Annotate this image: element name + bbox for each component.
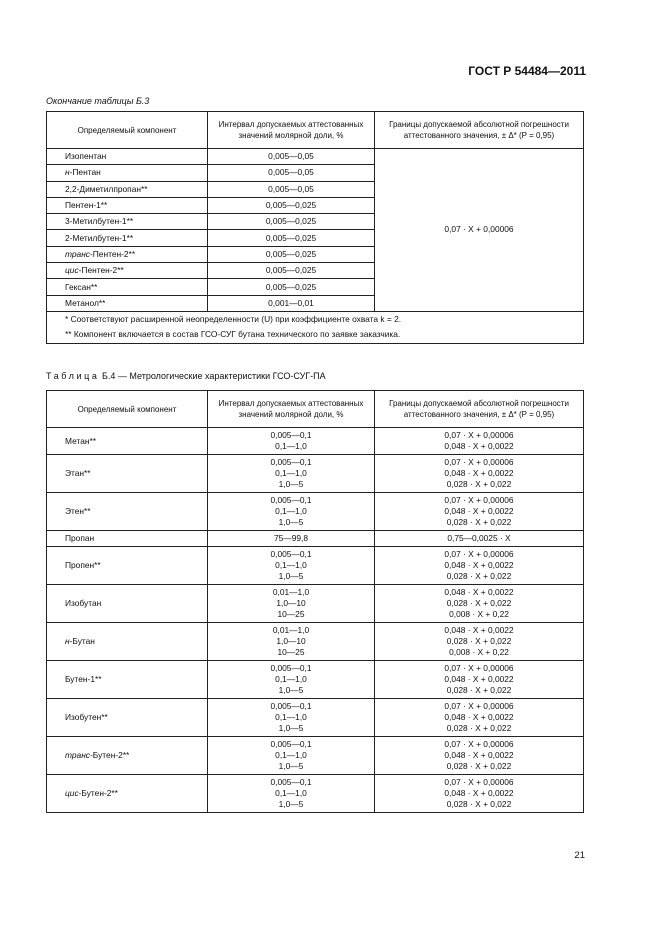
table-b4	[46, 390, 584, 813]
interval-value: 0,001—0,01	[208, 295, 375, 311]
table-row	[47, 493, 584, 531]
error-value: 0,07 · X + 0,00006	[444, 777, 514, 787]
standard-header: ГОСТ Р 54484—2011	[468, 64, 586, 78]
table2-header-component: Определяемый компонент	[47, 391, 208, 428]
component-label: Метанол**	[65, 297, 106, 308]
interval-value: 0,005—0,05	[208, 165, 375, 181]
component-name	[47, 149, 208, 165]
error-cell	[375, 531, 584, 547]
error-value: 0,048 · X + 0,0022	[444, 441, 514, 451]
table2-caption-rest: Б.4 — Метрологические характеристики ГСО-СУГ-ПА	[99, 371, 326, 381]
component-name	[47, 699, 208, 737]
component-label: -Пентан	[69, 167, 101, 178]
error-value: 0,07 · X + 0,00006	[444, 739, 514, 749]
error-value: 0,008 · X + 0,22	[449, 609, 509, 619]
error-cell	[375, 547, 584, 585]
error-cell	[375, 775, 584, 813]
interval-value: 0,1—1,0	[275, 441, 307, 451]
interval-value: 0,005—0,1	[270, 739, 312, 749]
table1-header-error: Границы допускаемой абсолютной погрешности аттестованного значения, ± Δ* (P = 0,95)	[375, 112, 584, 149]
merged-error-value: 0,07 · X + 0,00006	[375, 149, 584, 312]
interval-value: 1,0—10	[276, 636, 306, 646]
error-value: 0,07 · X + 0,00006	[444, 430, 514, 440]
error-value: 0,048 · X + 0,0022	[444, 788, 514, 798]
component-label: 2-Метилбутен-1**	[65, 232, 134, 243]
component-label: Гексан**	[65, 281, 98, 292]
component-name	[47, 165, 208, 181]
table-row	[47, 737, 584, 775]
interval-value: 0,005—0,05	[208, 181, 375, 197]
component-name	[47, 230, 208, 246]
component-name	[47, 263, 208, 279]
component-prefix: транс	[65, 248, 90, 259]
interval-value: 0,005—0,1	[270, 549, 312, 559]
component-name	[47, 279, 208, 295]
page-number: 21	[574, 850, 585, 861]
component-prefix: транс	[65, 750, 90, 760]
interval-cell	[208, 531, 375, 547]
table-note-row	[47, 311, 584, 327]
interval-value: 1,0—5	[278, 517, 304, 527]
component-name	[47, 737, 208, 775]
error-value: 0,75—0,0025 · X	[447, 533, 511, 543]
error-value: 0,028 · X + 0,022	[446, 636, 512, 646]
component-label: 2,2-Диметилпропан**	[65, 183, 148, 194]
interval-cell	[208, 585, 375, 623]
component-name	[47, 214, 208, 230]
interval-value: 10—25	[277, 609, 305, 619]
interval-value: 0,1—1,0	[275, 674, 307, 684]
interval-value: 0,005—0,025	[208, 279, 375, 295]
error-cell	[375, 699, 584, 737]
component-label: Метан**	[65, 435, 96, 446]
interval-cell	[208, 547, 375, 585]
interval-value: 1,0—5	[278, 479, 304, 489]
interval-value: 0,1—1,0	[275, 468, 307, 478]
interval-value: 0,01—1,0	[272, 587, 310, 597]
table-row	[47, 661, 584, 699]
component-label: Этан**	[65, 468, 91, 478]
interval-value: 0,005—0,1	[270, 663, 312, 673]
interval-value: 1,0—5	[278, 685, 304, 695]
error-value: 0,008 · X + 0,22	[449, 647, 509, 657]
interval-value: 0,005—0,1	[270, 701, 312, 711]
table-row	[47, 149, 584, 165]
table-row	[47, 623, 584, 661]
table-row	[47, 585, 584, 623]
table-row	[47, 531, 584, 547]
table-row	[47, 775, 584, 813]
component-name	[47, 623, 208, 661]
component-name	[47, 661, 208, 699]
interval-value: 0,1—1,0	[275, 788, 307, 798]
error-value: 0,028 · X + 0,022	[446, 685, 512, 695]
error-value: 0,048 · X + 0,0022	[444, 625, 514, 635]
error-value: 0,028 · X + 0,022	[446, 723, 512, 733]
component-prefix: н	[65, 636, 70, 646]
component-name	[47, 493, 208, 531]
error-cell	[375, 428, 584, 455]
component-label: -Бутен-2**	[90, 750, 130, 760]
error-cell	[375, 455, 584, 493]
interval-value: 0,005—0,025	[208, 263, 375, 279]
error-cell	[375, 661, 584, 699]
component-label: -Бутан	[69, 636, 95, 646]
component-name	[47, 531, 208, 547]
table-row	[47, 455, 584, 493]
component-label: Бутен-1**	[65, 674, 102, 684]
table2-header-interval: Интервал допускаемых аттестованных значений молярной доли, %	[208, 391, 375, 428]
component-label: Пропен**	[65, 560, 101, 570]
error-value: 0,048 · X + 0,0022	[444, 750, 514, 760]
error-value: 0,028 · X + 0,022	[446, 598, 512, 608]
interval-cell	[208, 623, 375, 661]
component-name	[47, 295, 208, 311]
component-name	[47, 455, 208, 493]
interval-value: 0,1—1,0	[275, 750, 307, 760]
table-b3-end	[46, 111, 584, 344]
error-cell	[375, 585, 584, 623]
table1-header-interval: Интервал допускаемых аттестованных значений молярной доли, %	[208, 112, 375, 149]
component-label: Этен**	[65, 506, 91, 516]
interval-cell	[208, 775, 375, 813]
error-value: 0,07 · X + 0,00006	[444, 701, 514, 711]
table-row	[47, 699, 584, 737]
component-name	[47, 547, 208, 585]
interval-cell	[208, 661, 375, 699]
component-label: -Пентен-2**	[90, 248, 136, 259]
interval-value: 1,0—5	[278, 571, 304, 581]
interval-value: 1,0—10	[276, 598, 306, 608]
error-cell	[375, 737, 584, 775]
interval-value: 0,1—1,0	[275, 560, 307, 570]
table-row	[47, 428, 584, 455]
error-cell	[375, 623, 584, 661]
interval-value: 0,005—0,025	[208, 214, 375, 230]
interval-value: 0,1—1,0	[275, 712, 307, 722]
error-cell	[375, 493, 584, 531]
error-value: 0,048 · X + 0,0022	[444, 712, 514, 722]
component-label: Изобутен**	[65, 712, 108, 722]
component-label: Пропан	[65, 533, 95, 543]
component-label: 3-Метилбутен-1**	[65, 216, 134, 227]
component-label: Пентен-1**	[65, 200, 108, 211]
interval-value: 0,005—0,1	[270, 457, 312, 467]
table-row	[47, 547, 584, 585]
interval-value: 0,005—0,05	[208, 149, 375, 165]
error-value: 0,07 · X + 0,00006	[444, 457, 514, 467]
component-label: Изобутан	[65, 598, 102, 608]
interval-value: 0,005—0,1	[270, 430, 312, 440]
interval-value: 0,005—0,1	[270, 777, 312, 787]
table-note: * Соответствуют расширенной неопределенности (U) при коэффициенте охвата k = 2.	[47, 311, 584, 327]
interval-value: 0,005—0,1	[270, 495, 312, 505]
table2-caption	[46, 371, 326, 381]
error-value: 0,048 · X + 0,0022	[444, 468, 514, 478]
component-name	[47, 585, 208, 623]
error-value: 0,07 · X + 0,00006	[444, 663, 514, 673]
error-value: 0,048 · X + 0,0022	[444, 506, 514, 516]
error-value: 0,028 · X + 0,022	[446, 761, 512, 771]
component-label: -Пентен-2**	[78, 265, 124, 276]
error-value: 0,048 · X + 0,0022	[444, 674, 514, 684]
interval-value: 0,1—1,0	[275, 506, 307, 516]
component-prefix: цис	[65, 265, 79, 276]
interval-value: 0,01—1,0	[272, 625, 310, 635]
interval-cell	[208, 455, 375, 493]
interval-cell	[208, 699, 375, 737]
interval-value: 75—99,8	[274, 533, 308, 543]
error-value: 0,048 · X + 0,0022	[444, 560, 514, 570]
table2-caption-lead: Таблица	[46, 371, 100, 381]
component-name	[47, 246, 208, 262]
component-prefix: цис	[65, 788, 79, 798]
component-name	[47, 181, 208, 197]
component-label: -Бутен-2**	[78, 788, 118, 798]
interval-value: 0,005—0,025	[208, 246, 375, 262]
component-label: Изопентан	[65, 151, 107, 162]
interval-value: 0,005—0,025	[208, 230, 375, 246]
table-note-row	[47, 327, 584, 343]
component-name	[47, 428, 208, 455]
component-name	[47, 197, 208, 213]
interval-value: 1,0—5	[278, 761, 304, 771]
interval-cell	[208, 493, 375, 531]
table2-header-error: Границы допускаемой абсолютной погрешности аттестованного значения, ± Δ* (P = 0,95)	[375, 391, 584, 428]
error-value: 0,028 · X + 0,022	[446, 479, 512, 489]
error-value: 0,048 · X + 0,0022	[444, 587, 514, 597]
error-value: 0,028 · X + 0,022	[446, 799, 512, 809]
interval-value: 10—25	[277, 647, 305, 657]
interval-cell	[208, 737, 375, 775]
interval-value: 0,005—0,025	[208, 197, 375, 213]
interval-value: 1,0—5	[278, 723, 304, 733]
error-value: 0,07 · X + 0,00006	[444, 495, 514, 505]
error-value: 0,028 · X + 0,022	[446, 571, 512, 581]
table1-caption: Окончание таблицы Б.3	[46, 96, 150, 106]
table1-header-component: Определяемый компонент	[47, 112, 208, 149]
table-note: ** Компонент включается в состав ГСО-СУГ бутана технического по заявке заказчика.	[47, 327, 584, 343]
component-name	[47, 775, 208, 813]
error-value: 0,07 · X + 0,00006	[444, 549, 514, 559]
interval-value: 1,0—5	[278, 799, 304, 809]
error-value: 0,028 · X + 0,022	[446, 517, 512, 527]
interval-cell	[208, 428, 375, 455]
component-prefix: н	[65, 167, 70, 178]
